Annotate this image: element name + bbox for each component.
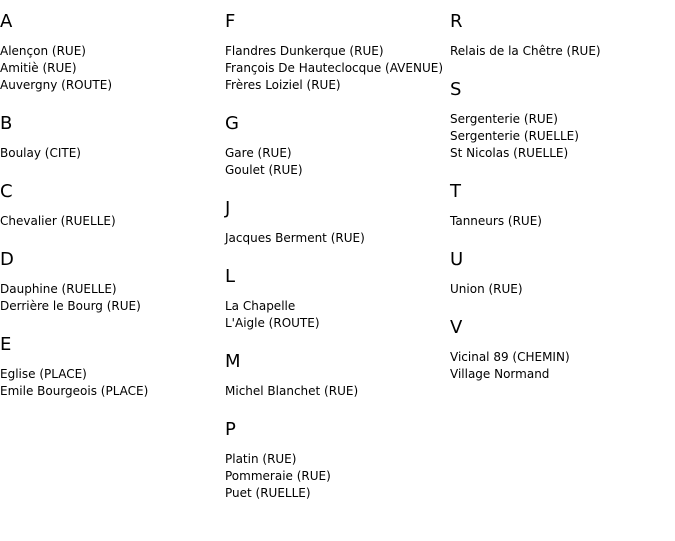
letter-section bbox=[450, 0, 675, 68]
letter-heading: G bbox=[225, 113, 239, 134]
street-list bbox=[450, 281, 675, 298]
street-link[interactable]: Flandres Dunkerque (RUE) bbox=[225, 44, 384, 58]
letter-heading: A bbox=[0, 11, 13, 32]
letter-section bbox=[225, 408, 450, 510]
section-spacer bbox=[450, 298, 675, 306]
street-list bbox=[225, 298, 450, 332]
letter-heading: F bbox=[225, 11, 236, 32]
letter-section bbox=[0, 323, 225, 408]
letter-heading: D bbox=[0, 249, 14, 270]
street-link[interactable]: Frères Loiziel (RUE) bbox=[225, 78, 341, 92]
street-list bbox=[0, 145, 225, 162]
section-spacer bbox=[450, 60, 675, 68]
street-link[interactable]: St Nicolas (RUELLE) bbox=[450, 146, 569, 160]
street-link[interactable]: La Chapelle bbox=[225, 299, 296, 313]
street-link[interactable]: L'Aigle (ROUTE) bbox=[225, 316, 320, 330]
street-link[interactable]: Emile Bourgeois (PLACE) bbox=[0, 384, 149, 398]
letter-heading: T bbox=[450, 181, 461, 202]
street-link[interactable]: Platin (RUE) bbox=[225, 452, 297, 466]
street-link[interactable]: Pommeraie (RUE) bbox=[225, 469, 331, 483]
section-spacer bbox=[0, 230, 225, 238]
street-link[interactable]: Union (RUE) bbox=[450, 282, 523, 296]
section-spacer bbox=[0, 315, 225, 323]
street-link[interactable]: Goulet (RUE) bbox=[225, 163, 303, 177]
letter-heading: J bbox=[225, 198, 231, 219]
letter-section bbox=[450, 238, 675, 306]
letter-heading: E bbox=[0, 334, 12, 355]
letter-heading: U bbox=[450, 249, 464, 270]
street-link[interactable]: Auvergny (ROUTE) bbox=[0, 78, 113, 92]
street-list bbox=[225, 451, 450, 502]
letter-heading: P bbox=[225, 419, 236, 440]
street-list bbox=[450, 111, 675, 162]
street-list bbox=[225, 230, 450, 247]
street-link[interactable]: Amitiè (RUE) bbox=[0, 61, 77, 75]
letter-heading: M bbox=[225, 351, 241, 372]
section-spacer bbox=[0, 400, 225, 408]
section-spacer bbox=[450, 230, 675, 238]
street-list bbox=[450, 213, 675, 230]
street-index-column-2 bbox=[225, 0, 450, 510]
section-spacer bbox=[225, 400, 450, 408]
section-spacer bbox=[0, 162, 225, 170]
letter-section bbox=[225, 340, 450, 408]
street-link[interactable]: Michel Blanchet (RUE) bbox=[225, 384, 359, 398]
section-spacer bbox=[450, 383, 675, 391]
street-link[interactable]: Vicinal 89 (CHEMIN) bbox=[450, 350, 570, 364]
letter-section bbox=[0, 238, 225, 323]
letter-heading: S bbox=[450, 79, 462, 100]
street-link[interactable]: Dauphine (RUELLE) bbox=[0, 282, 117, 296]
street-list bbox=[0, 213, 225, 230]
letter-section bbox=[450, 170, 675, 238]
letter-section bbox=[0, 102, 225, 170]
street-list bbox=[450, 349, 675, 383]
street-index-column-3 bbox=[450, 0, 675, 391]
street-link[interactable]: Sergenterie (RUE) bbox=[450, 112, 558, 126]
letter-section bbox=[0, 0, 225, 102]
section-spacer bbox=[225, 94, 450, 102]
letter-section bbox=[225, 187, 450, 255]
street-link[interactable]: Tanneurs (RUE) bbox=[450, 214, 542, 228]
section-spacer bbox=[0, 94, 225, 102]
letter-section bbox=[450, 306, 675, 391]
street-list bbox=[225, 145, 450, 179]
street-link[interactable]: François De Hauteclocque (AVENUE) bbox=[225, 61, 443, 75]
street-link[interactable]: Puet (RUELLE) bbox=[225, 486, 311, 500]
street-list bbox=[0, 43, 225, 94]
letter-heading: B bbox=[0, 113, 13, 134]
letter-section bbox=[0, 170, 225, 238]
street-list bbox=[450, 43, 675, 60]
street-link[interactable]: Gare (RUE) bbox=[225, 146, 292, 160]
section-spacer bbox=[450, 162, 675, 170]
street-link[interactable]: Derrière le Bourg (RUE) bbox=[0, 299, 141, 313]
section-spacer bbox=[225, 332, 450, 340]
street-list bbox=[225, 43, 450, 94]
street-link[interactable]: Eglise (PLACE) bbox=[0, 367, 87, 381]
section-spacer bbox=[225, 247, 450, 255]
street-list bbox=[225, 383, 450, 400]
street-link[interactable]: Relais de la Chêtre (RUE) bbox=[450, 44, 601, 58]
street-list bbox=[0, 366, 225, 400]
street-link[interactable]: Chevalier (RUELLE) bbox=[0, 214, 116, 228]
street-link[interactable]: Sergenterie (RUELLE) bbox=[450, 129, 579, 143]
street-list bbox=[0, 281, 225, 315]
letter-heading: L bbox=[225, 266, 236, 287]
street-link[interactable]: Boulay (CITE) bbox=[0, 146, 81, 160]
letter-section bbox=[225, 0, 450, 102]
letter-heading: V bbox=[450, 317, 463, 338]
letter-heading: C bbox=[0, 181, 13, 202]
section-spacer bbox=[225, 179, 450, 187]
street-link[interactable]: Village Normand bbox=[450, 367, 550, 381]
street-link[interactable]: Alençon (RUE) bbox=[0, 44, 86, 58]
letter-section bbox=[450, 68, 675, 170]
letter-heading: R bbox=[450, 11, 463, 32]
letter-section bbox=[225, 102, 450, 187]
letter-section bbox=[225, 255, 450, 340]
street-link[interactable]: Jacques Berment (RUE) bbox=[225, 231, 365, 245]
street-index-column-1 bbox=[0, 0, 225, 408]
section-spacer bbox=[225, 502, 450, 510]
